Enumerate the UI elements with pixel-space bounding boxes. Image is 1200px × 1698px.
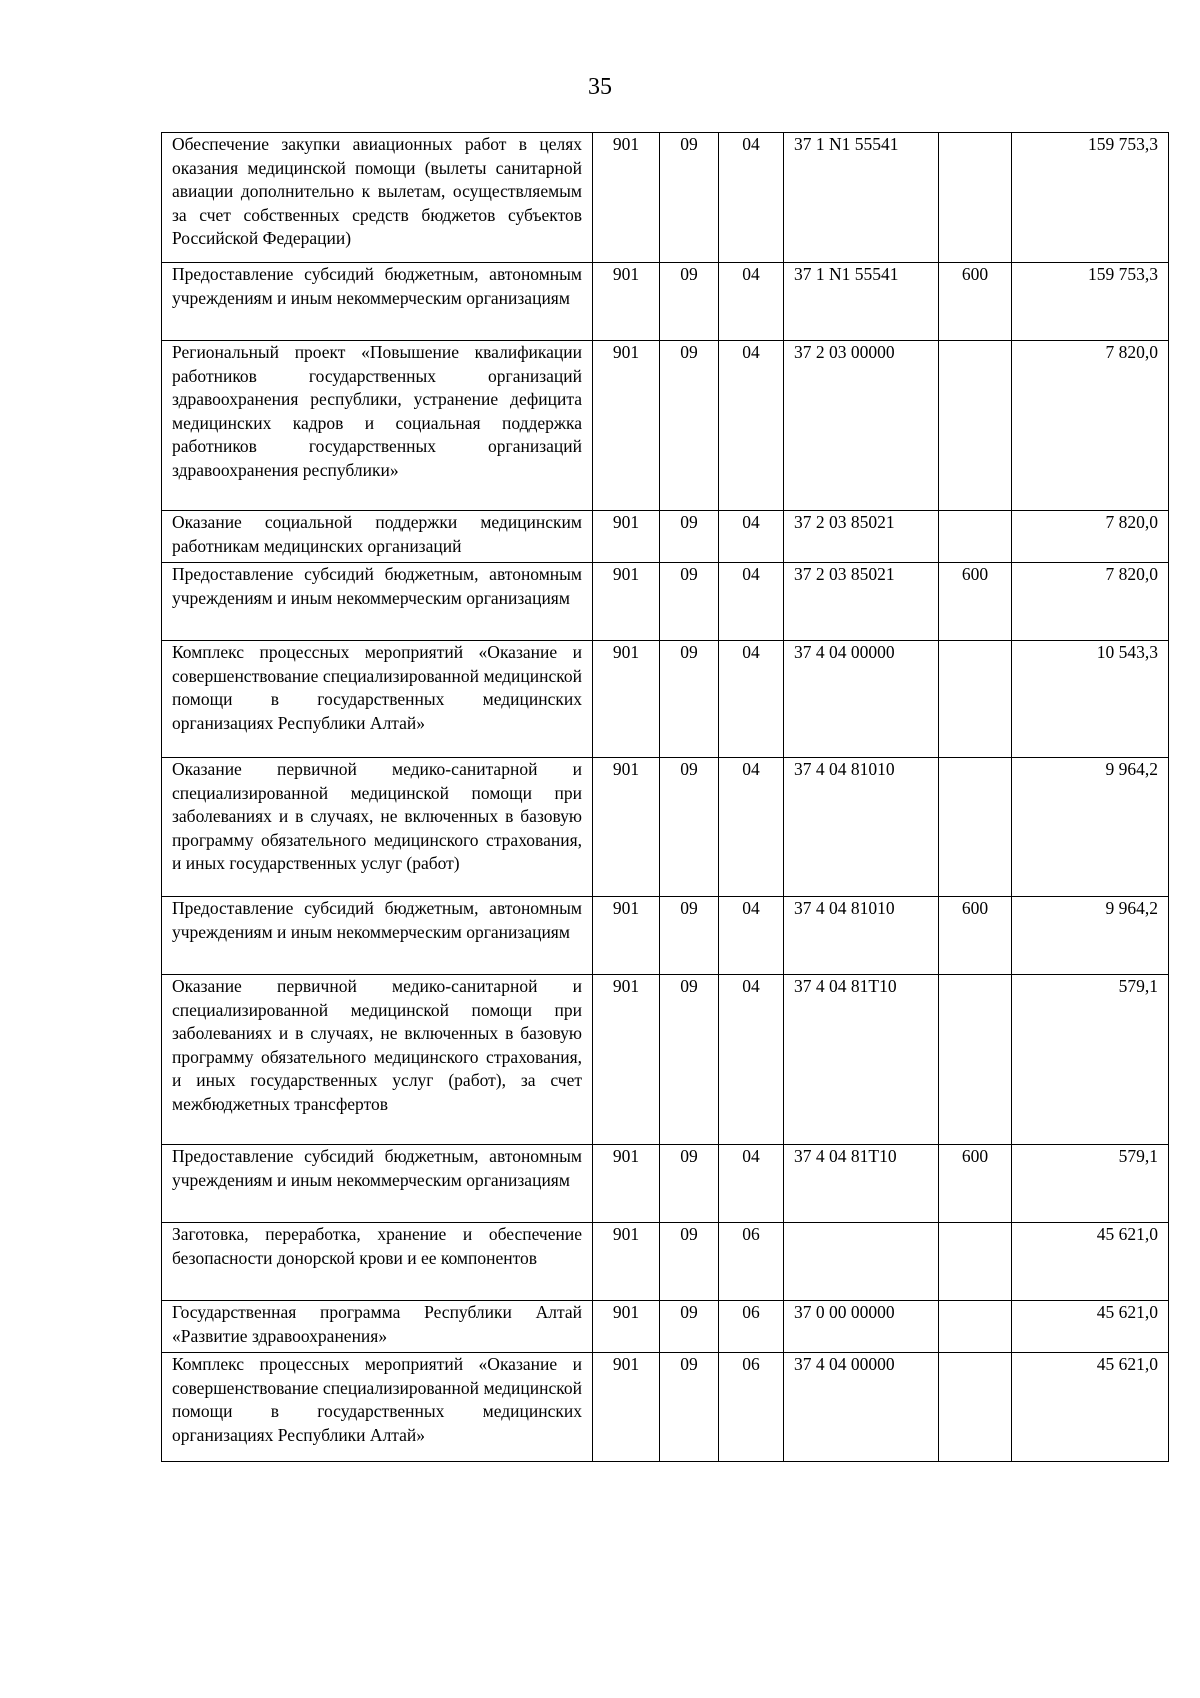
row-subsection-cell: 04 — [719, 1145, 784, 1223]
row-expense-type-cell — [939, 641, 1012, 758]
budget-table-body — [162, 133, 1169, 1462]
row-target-article-cell: 37 2 03 85021 — [784, 511, 939, 563]
row-target-article-cell: 37 4 04 81Т10 — [784, 1145, 939, 1223]
row-section-cell: 09 — [660, 1301, 719, 1353]
row-expense-type-cell — [939, 1353, 1012, 1462]
row-target-article-cell: 37 4 04 81010 — [784, 897, 939, 975]
row-grbs-cell: 901 — [593, 341, 660, 511]
row-amount-cell: 7 820,0 — [1012, 341, 1169, 511]
row-subsection-cell: 04 — [719, 133, 784, 263]
row-grbs-cell: 901 — [593, 133, 660, 263]
table-row — [162, 563, 1169, 641]
row-target-article-cell: 37 4 04 00000 — [784, 641, 939, 758]
budget-table — [161, 132, 1169, 1462]
row-name-cell: Предоставление субсидий бюджетным, автономным учреждениям и иным некоммерческим организациям — [162, 263, 593, 341]
row-expense-type-cell — [939, 1301, 1012, 1353]
row-amount-cell: 45 621,0 — [1012, 1353, 1169, 1462]
row-section-cell: 09 — [660, 511, 719, 563]
row-section-cell: 09 — [660, 263, 719, 341]
row-name-cell: Обеспечение закупки авиационных работ в целях оказания медицинской помощи (вылеты санитарной авиации дополнительно к вылетам, осуществляемым за счет собственных средств бюджетов субъектов Российской Федерации) — [162, 133, 593, 263]
row-section-cell: 09 — [660, 1353, 719, 1462]
row-expense-type-cell — [939, 758, 1012, 897]
table-row — [162, 1301, 1169, 1353]
row-name-cell: Предоставление субсидий бюджетным, автономным учреждениям и иным некоммерческим организациям — [162, 897, 593, 975]
row-expense-type-cell: 600 — [939, 1145, 1012, 1223]
row-amount-cell: 7 820,0 — [1012, 563, 1169, 641]
row-name-cell: Оказание социальной поддержки медицинским работникам медицинских организаций — [162, 511, 593, 563]
row-target-article-cell: 37 4 04 00000 — [784, 1353, 939, 1462]
row-amount-cell: 7 820,0 — [1012, 511, 1169, 563]
row-target-article-cell: 37 0 00 00000 — [784, 1301, 939, 1353]
row-amount-cell: 159 753,3 — [1012, 133, 1169, 263]
row-subsection-cell: 04 — [719, 641, 784, 758]
row-target-article-cell: 37 4 04 81010 — [784, 758, 939, 897]
row-name-cell: Комплекс процессных мероприятий «Оказание и совершенствование специализированной медицинской помощи в государственных медицинских организациях Республики Алтай» — [162, 641, 593, 758]
row-section-cell: 09 — [660, 897, 719, 975]
row-grbs-cell: 901 — [593, 563, 660, 641]
row-grbs-cell: 901 — [593, 897, 660, 975]
row-subsection-cell: 04 — [719, 975, 784, 1145]
row-subsection-cell: 04 — [719, 511, 784, 563]
row-amount-cell: 45 621,0 — [1012, 1301, 1169, 1353]
table-row — [162, 897, 1169, 975]
row-section-cell: 09 — [660, 641, 719, 758]
table-row — [162, 341, 1169, 511]
row-section-cell: 09 — [660, 341, 719, 511]
row-target-article-cell: 37 1 N1 55541 — [784, 263, 939, 341]
row-section-cell: 09 — [660, 1223, 719, 1301]
row-grbs-cell: 901 — [593, 1223, 660, 1301]
table-row — [162, 975, 1169, 1145]
row-target-article-cell: 37 1 N1 55541 — [784, 133, 939, 263]
row-name-cell: Государственная программа Республики Алтай «Развитие здравоохранения» — [162, 1301, 593, 1353]
table-row — [162, 1353, 1169, 1462]
table-row — [162, 511, 1169, 563]
row-grbs-cell: 901 — [593, 263, 660, 341]
row-target-article-cell — [784, 1223, 939, 1301]
row-subsection-cell: 04 — [719, 758, 784, 897]
table-row — [162, 263, 1169, 341]
row-section-cell: 09 — [660, 975, 719, 1145]
row-amount-cell: 9 964,2 — [1012, 758, 1169, 897]
row-subsection-cell: 06 — [719, 1223, 784, 1301]
row-amount-cell: 579,1 — [1012, 975, 1169, 1145]
row-name-cell: Региональный проект «Повышение квалификации работников государственных организаций здравоохранения республики, устранение дефицита медицинских кадров и социальная поддержка работников государственных организаций здравоохранения республики» — [162, 341, 593, 511]
table-row — [162, 641, 1169, 758]
row-subsection-cell: 04 — [719, 341, 784, 511]
row-grbs-cell: 901 — [593, 975, 660, 1145]
row-subsection-cell: 04 — [719, 263, 784, 341]
row-subsection-cell: 04 — [719, 897, 784, 975]
row-section-cell: 09 — [660, 1145, 719, 1223]
row-name-cell: Предоставление субсидий бюджетным, автономным учреждениям и иным некоммерческим организациям — [162, 563, 593, 641]
row-expense-type-cell — [939, 341, 1012, 511]
row-name-cell: Заготовка, переработка, хранение и обеспечение безопасности донорской крови и ее компонентов — [162, 1223, 593, 1301]
row-grbs-cell: 901 — [593, 641, 660, 758]
row-section-cell: 09 — [660, 563, 719, 641]
table-row — [162, 133, 1169, 263]
table-row — [162, 1145, 1169, 1223]
row-expense-type-cell — [939, 975, 1012, 1145]
row-amount-cell: 579,1 — [1012, 1145, 1169, 1223]
row-grbs-cell: 901 — [593, 1145, 660, 1223]
row-name-cell: Предоставление субсидий бюджетным, автономным учреждениям и иным некоммерческим организациям — [162, 1145, 593, 1223]
table-row — [162, 758, 1169, 897]
row-section-cell: 09 — [660, 133, 719, 263]
row-expense-type-cell: 600 — [939, 263, 1012, 341]
row-expense-type-cell: 600 — [939, 563, 1012, 641]
row-amount-cell: 159 753,3 — [1012, 263, 1169, 341]
row-expense-type-cell — [939, 1223, 1012, 1301]
row-target-article-cell: 37 2 03 85021 — [784, 563, 939, 641]
row-subsection-cell: 04 — [719, 563, 784, 641]
row-expense-type-cell — [939, 511, 1012, 563]
row-name-cell: Комплекс процессных мероприятий «Оказание и совершенствование специализированной медицинской помощи в государственных медицинских организациях Республики Алтай» — [162, 1353, 593, 1462]
row-name-cell: Оказание первичной медико-санитарной и специализированной медицинской помощи при заболеваниях и в случаях, не включенных в базовую программу обязательного медицинского страхования, и иных государственных услуг (работ) — [162, 758, 593, 897]
row-name-cell: Оказание первичной медико-санитарной и специализированной медицинской помощи при заболеваниях и в случаях, не включенных в базовую программу обязательного медицинского страхования, и иных государственных услуг (работ), за счет межбюджетных трансфертов — [162, 975, 593, 1145]
row-target-article-cell: 37 2 03 00000 — [784, 341, 939, 511]
row-subsection-cell: 06 — [719, 1353, 784, 1462]
table-row — [162, 1223, 1169, 1301]
row-expense-type-cell — [939, 133, 1012, 263]
row-grbs-cell: 901 — [593, 511, 660, 563]
row-grbs-cell: 901 — [593, 1353, 660, 1462]
row-expense-type-cell: 600 — [939, 897, 1012, 975]
page-number: 35 — [588, 74, 612, 100]
row-amount-cell: 45 621,0 — [1012, 1223, 1169, 1301]
row-section-cell: 09 — [660, 758, 719, 897]
row-amount-cell: 10 543,3 — [1012, 641, 1169, 758]
row-amount-cell: 9 964,2 — [1012, 897, 1169, 975]
row-target-article-cell: 37 4 04 81Т10 — [784, 975, 939, 1145]
row-grbs-cell: 901 — [593, 758, 660, 897]
row-subsection-cell: 06 — [719, 1301, 784, 1353]
row-grbs-cell: 901 — [593, 1301, 660, 1353]
